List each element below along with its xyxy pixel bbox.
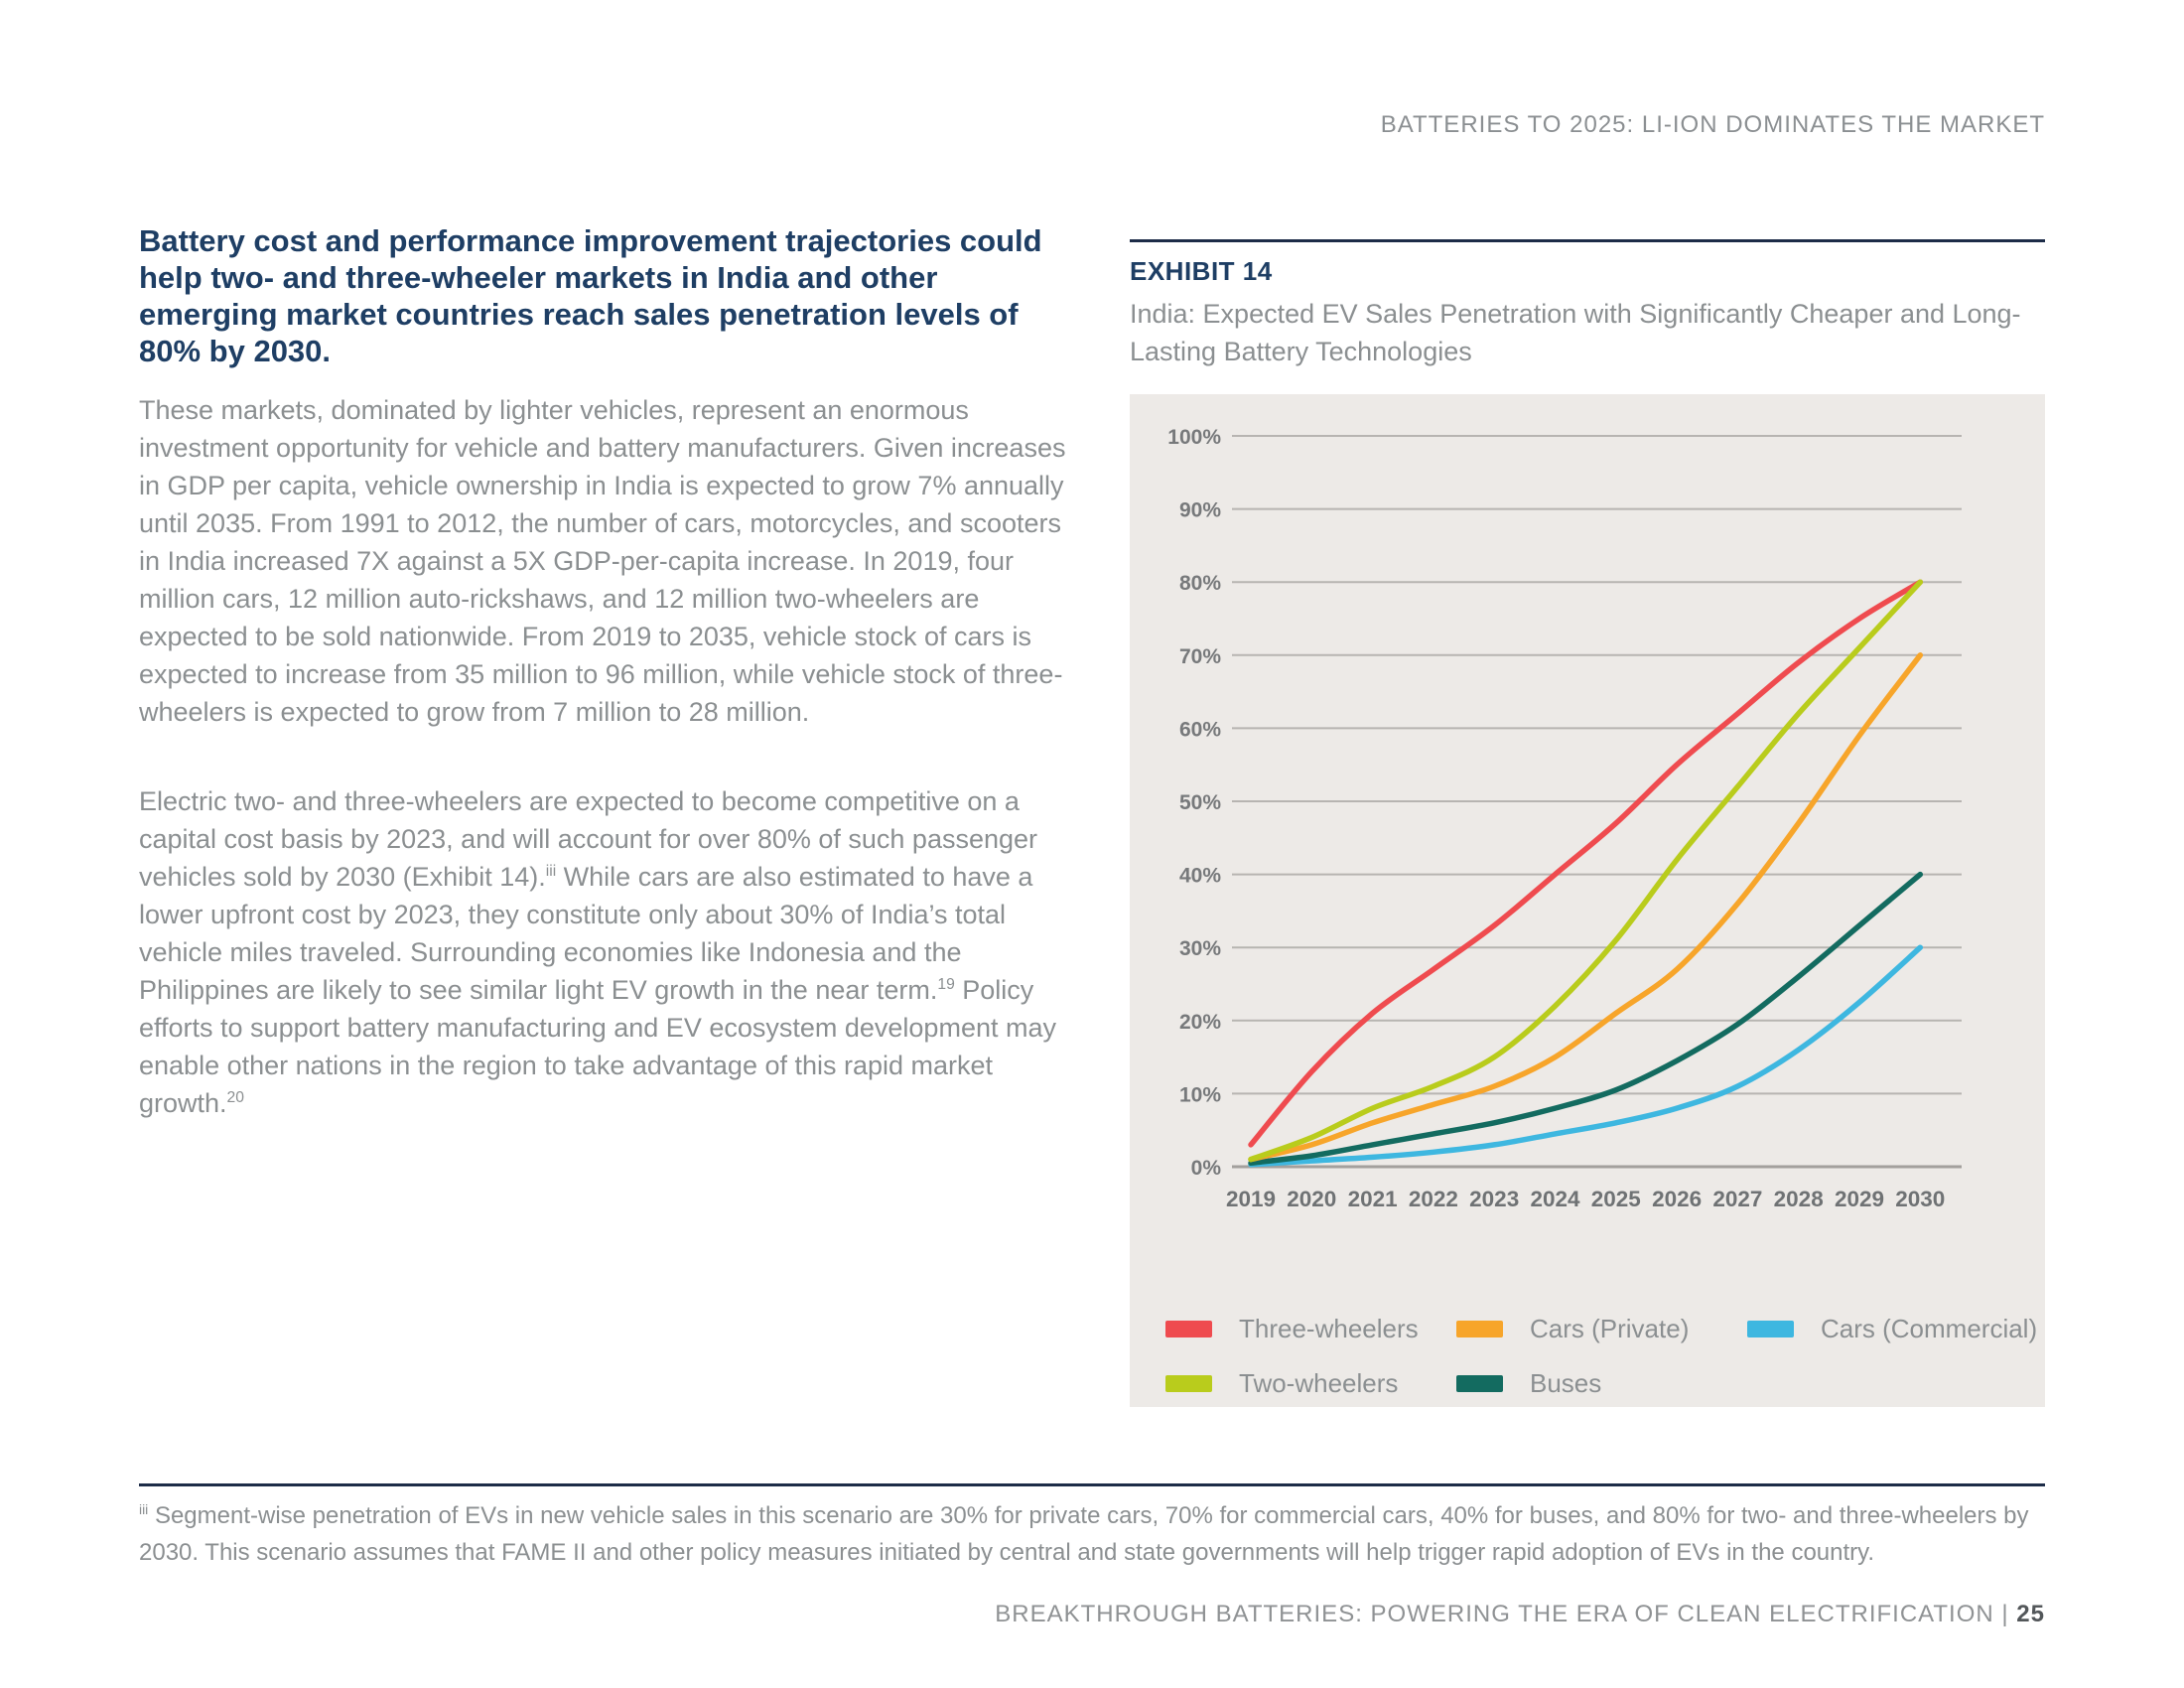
legend-label: Three-wheelers [1239,1314,1419,1343]
legend-swatch-icon [1165,1321,1212,1337]
superscript: iii [139,1501,149,1517]
chart-legend [1165,1314,2045,1399]
series-line-cars-private [1251,655,1920,1160]
exhibit-title: India: Expected EV Sales Penetration with Significantly Cheaper and Long-Lasting Battery Technologies [1130,299,2021,366]
y-tick-label: 20% [1178,1010,1221,1034]
y-tick-label: 0% [1190,1157,1221,1180]
running-header: BATTERIES TO 2025: LI-ION DOMINATES THE MARKET [1380,111,2045,138]
legend-item [1747,1314,2038,1344]
y-tick-label: 50% [1178,791,1221,814]
footer-page-number: 25 [2016,1601,2045,1627]
x-tick-label: 2029 [1834,1187,1885,1211]
series-line-three-wheelers [1251,582,1920,1145]
y-tick-label: 60% [1178,718,1221,742]
legend-item [1456,1368,1747,1399]
footer-text: BREAKTHROUGH BATTERIES: POWERING THE ERA OF CLEAN ELECTRIFICATION | [995,1601,2017,1627]
superscript: iii [545,863,557,880]
x-tick-label: 2026 [1652,1187,1703,1211]
text-run: Policy efforts to support battery manufacturing and EV ecosystem development may enable other nations in the region to take advantage of this rapid market growth. [139,975,1056,1118]
y-tick-label: 80% [1178,572,1221,596]
footnote-rule [139,1483,2045,1486]
legend-row [1165,1314,2045,1344]
y-tick-label: 30% [1178,937,1221,961]
legend-item [1456,1314,1747,1344]
legend-item [1165,1368,1456,1399]
superscript: 19 [937,976,955,993]
line-chart [1130,394,2045,1248]
legend-swatch-icon [1456,1321,1503,1337]
text-run: Electric two- and three-wheelers are expected to become competitive on a capital cost basis by 2023, and will account for over 80% of such passenger vehicles sold by 2030 (Exhibit 14). [139,786,1038,892]
legend-label: Two-wheelers [1239,1368,1399,1398]
article-body [139,391,1072,1122]
article [139,222,1072,1122]
x-tick-label: 2022 [1408,1187,1458,1211]
exhibit [1130,239,2045,1407]
y-tick-label: 40% [1178,864,1221,888]
text-run: Segment-wise penetration of EVs in new vehicle sales in this scenario are 30% for private cars, 70% for commercial cars, 40% for buses, and 80% for two- and three-wheelers by 2030. This scenario assumes that FAME II and other policy measures initiated by central and state governments will help trigger rapid adoption of EVs in the country. [139,1502,2029,1566]
legend-swatch-icon [1165,1375,1212,1392]
legend-item [1165,1314,1456,1344]
legend-label: Cars (Commercial) [1821,1314,2038,1343]
paragraph [139,782,1072,1122]
y-tick-label: 100% [1167,426,1221,449]
legend-label: Buses [1530,1368,1602,1398]
legend-row [1165,1368,2045,1399]
x-tick-label: 2025 [1590,1187,1641,1211]
text-run: These markets, dominated by lighter vehicles, represent an enormous investment opportunity for vehicle and battery manufacturers. Given increases in GDP per capita, vehicle ownership in India is expected to grow 7% annually until 2035. From 1991 to 2012, the number of cars, motorcycles, and scooters in India increased 7X against a 5X GDP-per-capita increase. In 2019, four million cars, 12 million auto-rickshaws, and 12 million two-wheelers are expected to be sold nationwide. From 2019 to 2035, vehicle stock of cars is expected to increase from 35 million to 96 million, while vehicle stock of three-wheelers is expected to grow from 7 million to 28 million. [139,395,1066,727]
superscript: 20 [226,1089,244,1106]
x-tick-label: 2020 [1287,1187,1337,1211]
exhibit-label: EXHIBIT 14 [1130,256,1273,286]
y-tick-label: 10% [1178,1083,1221,1107]
series-line-two-wheelers [1251,582,1920,1159]
legend-swatch-icon [1747,1321,1794,1337]
chart-panel [1130,394,2045,1407]
x-tick-label: 2027 [1712,1187,1763,1211]
text-run: While cars are also estimated to have a lower upfront cost by 2023, they constitute only about 30% of India’s total vehicle miles traveled. Surrounding economies like Indonesia and the Philippines are likely to see similar light EV growth in the near term. [139,862,1033,1005]
x-tick-label: 2019 [1225,1187,1277,1211]
x-tick-label: 2023 [1469,1187,1520,1211]
x-tick-label: 2021 [1347,1187,1398,1211]
x-tick-label: 2028 [1773,1187,1824,1211]
paragraph [139,391,1072,731]
legend-label: Cars (Private) [1530,1314,1690,1343]
footnote [139,1497,2045,1571]
y-tick-label: 70% [1178,644,1221,668]
x-tick-label: 2024 [1530,1187,1580,1211]
exhibit-top-rule [1130,239,2045,242]
page-footer [995,1601,2045,1628]
y-tick-label: 90% [1178,498,1221,522]
legend-swatch-icon [1456,1375,1503,1392]
x-tick-label: 2030 [1895,1187,1946,1211]
article-heading: Battery cost and performance improvement trajectories could help two- and three-wheeler markets in India and other emerging market countries reach sales penetration levels of 80% by 2030. [139,223,1042,368]
